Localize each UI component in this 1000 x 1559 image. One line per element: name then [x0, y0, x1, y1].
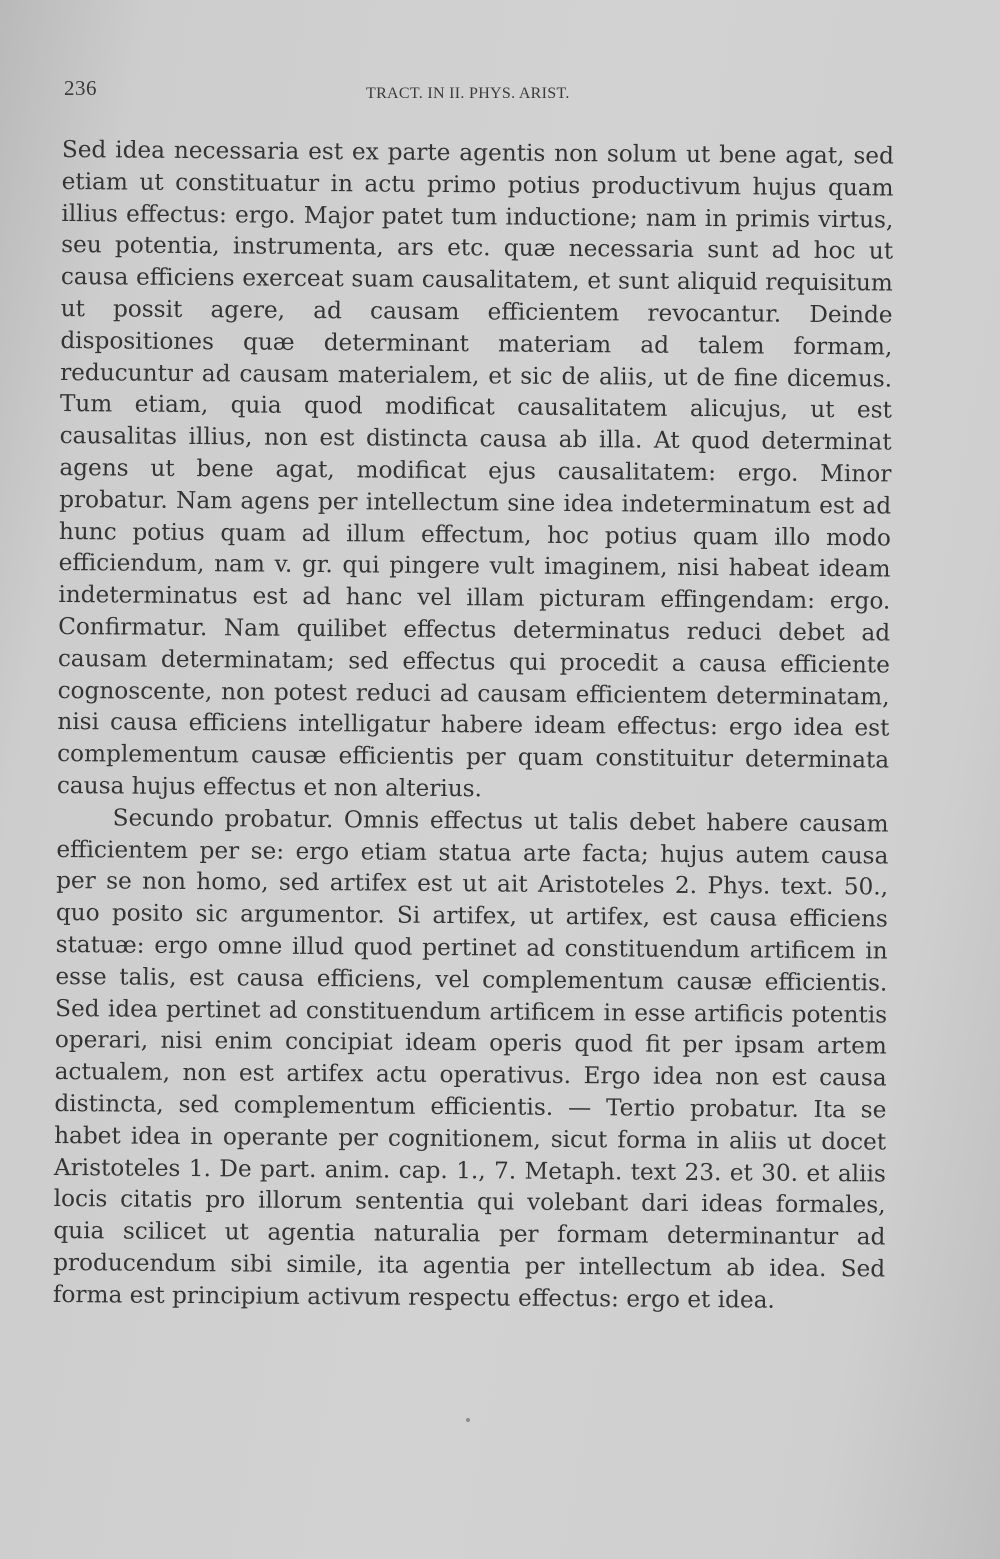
ink-speck — [466, 1418, 470, 1422]
paragraph-2: Secundo probatur. Omnis effectus ut talis debet habere causam efficientem per se: ergo etiam statua arte facta; hujus autem causa per se non homo, sed artifex est ut ait Aristoteles 2. Phys. text. 50., quo posito sic argumentor. Si artifex, ut artifex, est causa efficiens statuæ: ergo omne illud quod pertinet ad constituendum artificem in esse talis, est causa efficiens, vel complementum causæ efficientis. Sed idea pertinet ad constituendum artificem in esse artificis potentis operari, nisi enim concipiat ideam operis quod fit per ipsam artem actualem, non est artifex actu operativus. Ergo idea non est causa distincta, sed complementum efficientis. — Tertio probatur. Ita se habet idea in operante per cognitionem, sicut forma in aliis ut docet Aristoteles 1. De part. anim. cap. 1., 7. Metaph. text 23. et 30. et aliis locis citatis pro illorum sententia qui volebant dari ideas formales, quia scilicet ut agentia naturalia per formam determinantur ad producendum sibi simile, ita agentia per intellectum ab idea. Sed forma est principium activum respectu effectus: ergo et idea. — [52, 804, 889, 1314]
page-number: 236 — [64, 76, 97, 100]
body-text — [53, 134, 894, 1317]
paragraph-1: Sed idea necessaria est ex parte agentis non solum ut bene agat, sed etiam ut constituatur in actu primo potius productivum hujus quam illius effectus: ergo. Major patet tum inductione; nam in primis virtus, seu potentia, instrumenta, ars etc. quæ necessaria sunt ad hoc ut causa efficiens exerceat suam causalitatem, et sunt aliquid requisitum ut possit agere, ad causam efficientem revocantur. Deinde dispositiones quæ determinant materiam ad talem formam, reducuntur ad causam materialem, et sic de aliis, ut de fine dicemus. Tum etiam, quia quod modificat causalitatem alicujus, ut est causalitas illius, non est distincta causa ab illa. At quod determinat agens ut bene agat, modificat ejus causalitatem: ergo. Minor probatur. Nam agens per intellectum sine idea indeterminatum est ad hunc potius quam ad illum effectum, hoc potius quam illo modo efficiendum, nam v. gr. qui pingere vult imaginem, nisi habeat ideam indeterminatus est ad hanc vel illam picturam effingendam: ergo. Confirmatur. Nam quilibet effectus determinatus reduci debet ad causam determinatam; sed effectus qui procedit a causa efficiente cognoscente, non potest reduci ad causam efficientem determinatam, nisi causa efficiens intelligatur habere ideam effectus: ergo idea est complementum causæ efficientis per quam constituitur determinata causa hujus effectus et non alterius. — [56, 135, 894, 803]
running-head: TRACT. IN II. PHYS. ARIST. — [366, 85, 570, 102]
